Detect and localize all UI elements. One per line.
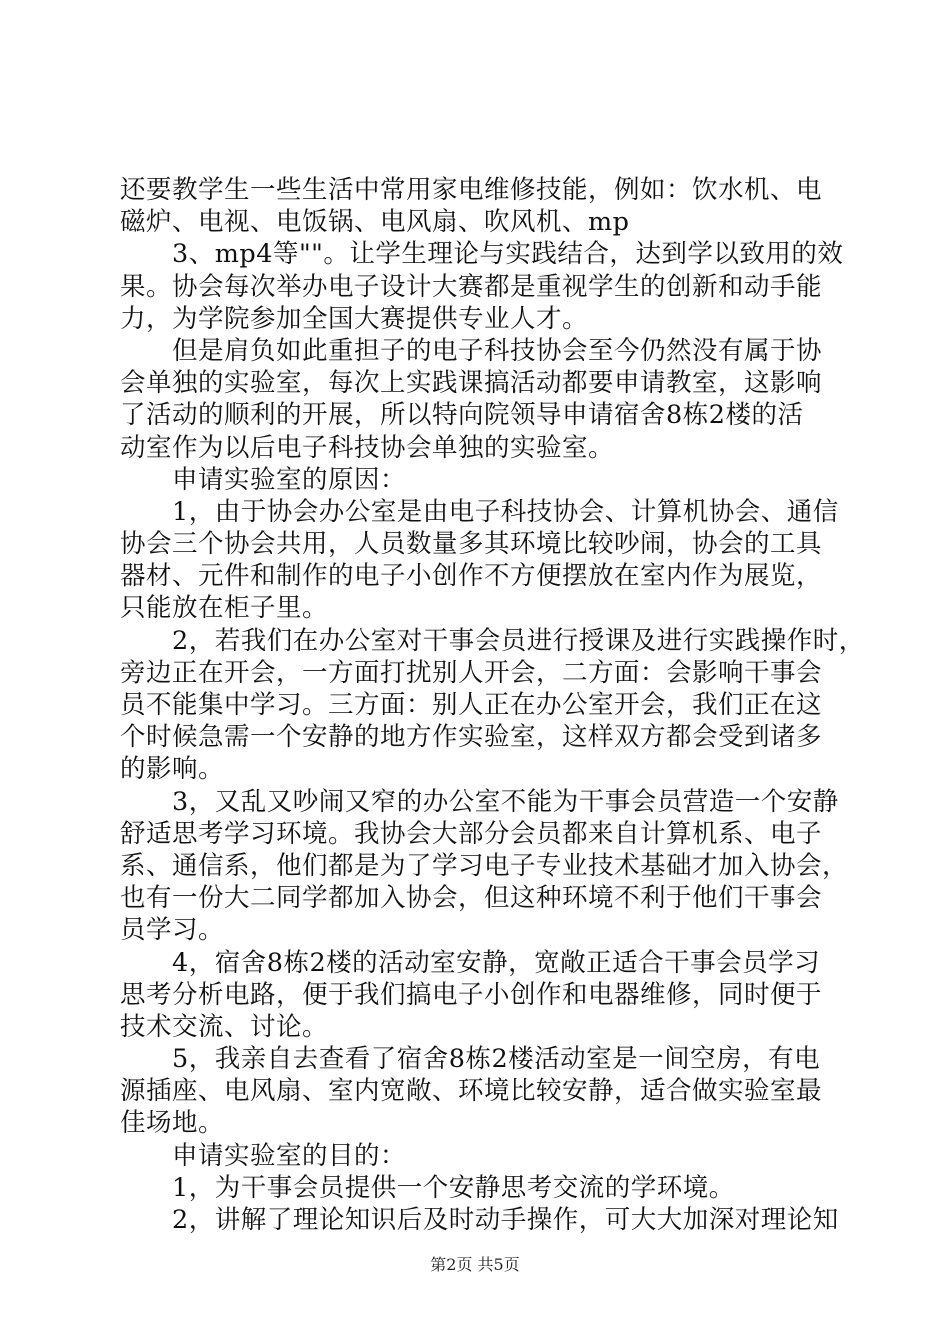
text-line: 也有一份大二同学都加入协会，但这种环境不利于他们干事会 <box>120 883 823 914</box>
text-line: 磁炉、电视、电饭锅、电风扇、吹风机、mp <box>120 207 630 238</box>
text-line: 2，讲解了理论知识后及时动手操作，可大大加深对理论知 <box>172 1205 839 1235</box>
text-line: 思考分析电路，便于我们搞电子小创作和电器维修，同时便于 <box>120 979 823 1010</box>
text-line: 源插座、电风扇、室内宽敞、环境比较安静，适合做实验室最 <box>120 1076 823 1107</box>
text-line: 系、通信系，他们都是为了学习电子专业技术基础才加入协会， <box>120 850 849 881</box>
text-line: 申请实验室的原因： <box>172 464 407 495</box>
text-line: 申请实验室的目的： <box>172 1140 407 1171</box>
document-body <box>120 174 865 1236</box>
text-line: 个时候急需一个安静的地方作实验室，这样双方都会受到诸多 <box>120 722 823 753</box>
text-line: 动室作为以后电子科技协会单独的实验室。 <box>120 432 615 463</box>
text-line: 会单独的实验室，每次上实践课搞活动都要申请教室，这影响 <box>120 368 823 399</box>
text-line: 5，我亲自去查看了宿舍8栋2楼活动室是一间空房，有电 <box>172 1044 821 1075</box>
text-line: 技术交流、讨论。 <box>120 1011 329 1042</box>
text-line: 佳场地。 <box>120 1108 225 1139</box>
text-line: 1，由于协会办公室是由电子科技协会、计算机协会、通信 <box>172 496 839 527</box>
text-line: 旁边正在开会，一方面打扰别人开会，二方面：会影响干事会 <box>120 657 823 688</box>
text-line: 还要教学生一些生活中常用家电维修技能，例如：饮水机、电 <box>120 175 823 205</box>
text-line: 但是肩负如此重担子的电子科技协会至今仍然没有属于协 <box>172 335 823 366</box>
text-line: 协会三个协会共用，人员数量多其环境比较吵闹，协会的工具 <box>120 529 823 560</box>
text-line: 4，宿舍8栋2楼的活动室安静，宽敞正适合干事会员学习 <box>172 947 821 978</box>
text-line: 2，若我们在办公室对干事会员进行授课及进行实践操作时， <box>172 625 865 656</box>
text-line: 3、mp4等""。让学生理论与实践结合，达到学以致用的效 <box>172 239 844 270</box>
text-line: 力，为学院参加全国大赛提供专业人才。 <box>120 303 589 334</box>
text-line: 员不能集中学习。三方面：别人正在办公室开会，我们正在这 <box>120 690 823 720</box>
text-line: 器材、元件和制作的电子小创作不方便摆放在室内作为展览， <box>120 561 823 592</box>
text-line: 只能放在柜子里。 <box>120 593 329 624</box>
text-line: 了活动的顺利的开展，所以特向院领导申请宿舍8栋2楼的活 <box>120 400 804 431</box>
text-line: 员学习。 <box>120 915 225 946</box>
text-line: 舒适思考学习环境。我协会大部分会员都来自计算机系、电子 <box>120 818 823 849</box>
text-line: 1，为干事会员提供一个安静思考交流的学环境。 <box>172 1172 735 1203</box>
page-footer: 第2页 共5页 <box>430 1255 520 1274</box>
text-line: 的影响。 <box>120 754 225 785</box>
text-line: 果。协会每次举办电子设计大赛都是重视学生的创新和动手能 <box>120 271 823 302</box>
text-line: 3，又乱又吵闹又窄的办公室不能为干事会员营造一个安静 <box>172 786 839 817</box>
